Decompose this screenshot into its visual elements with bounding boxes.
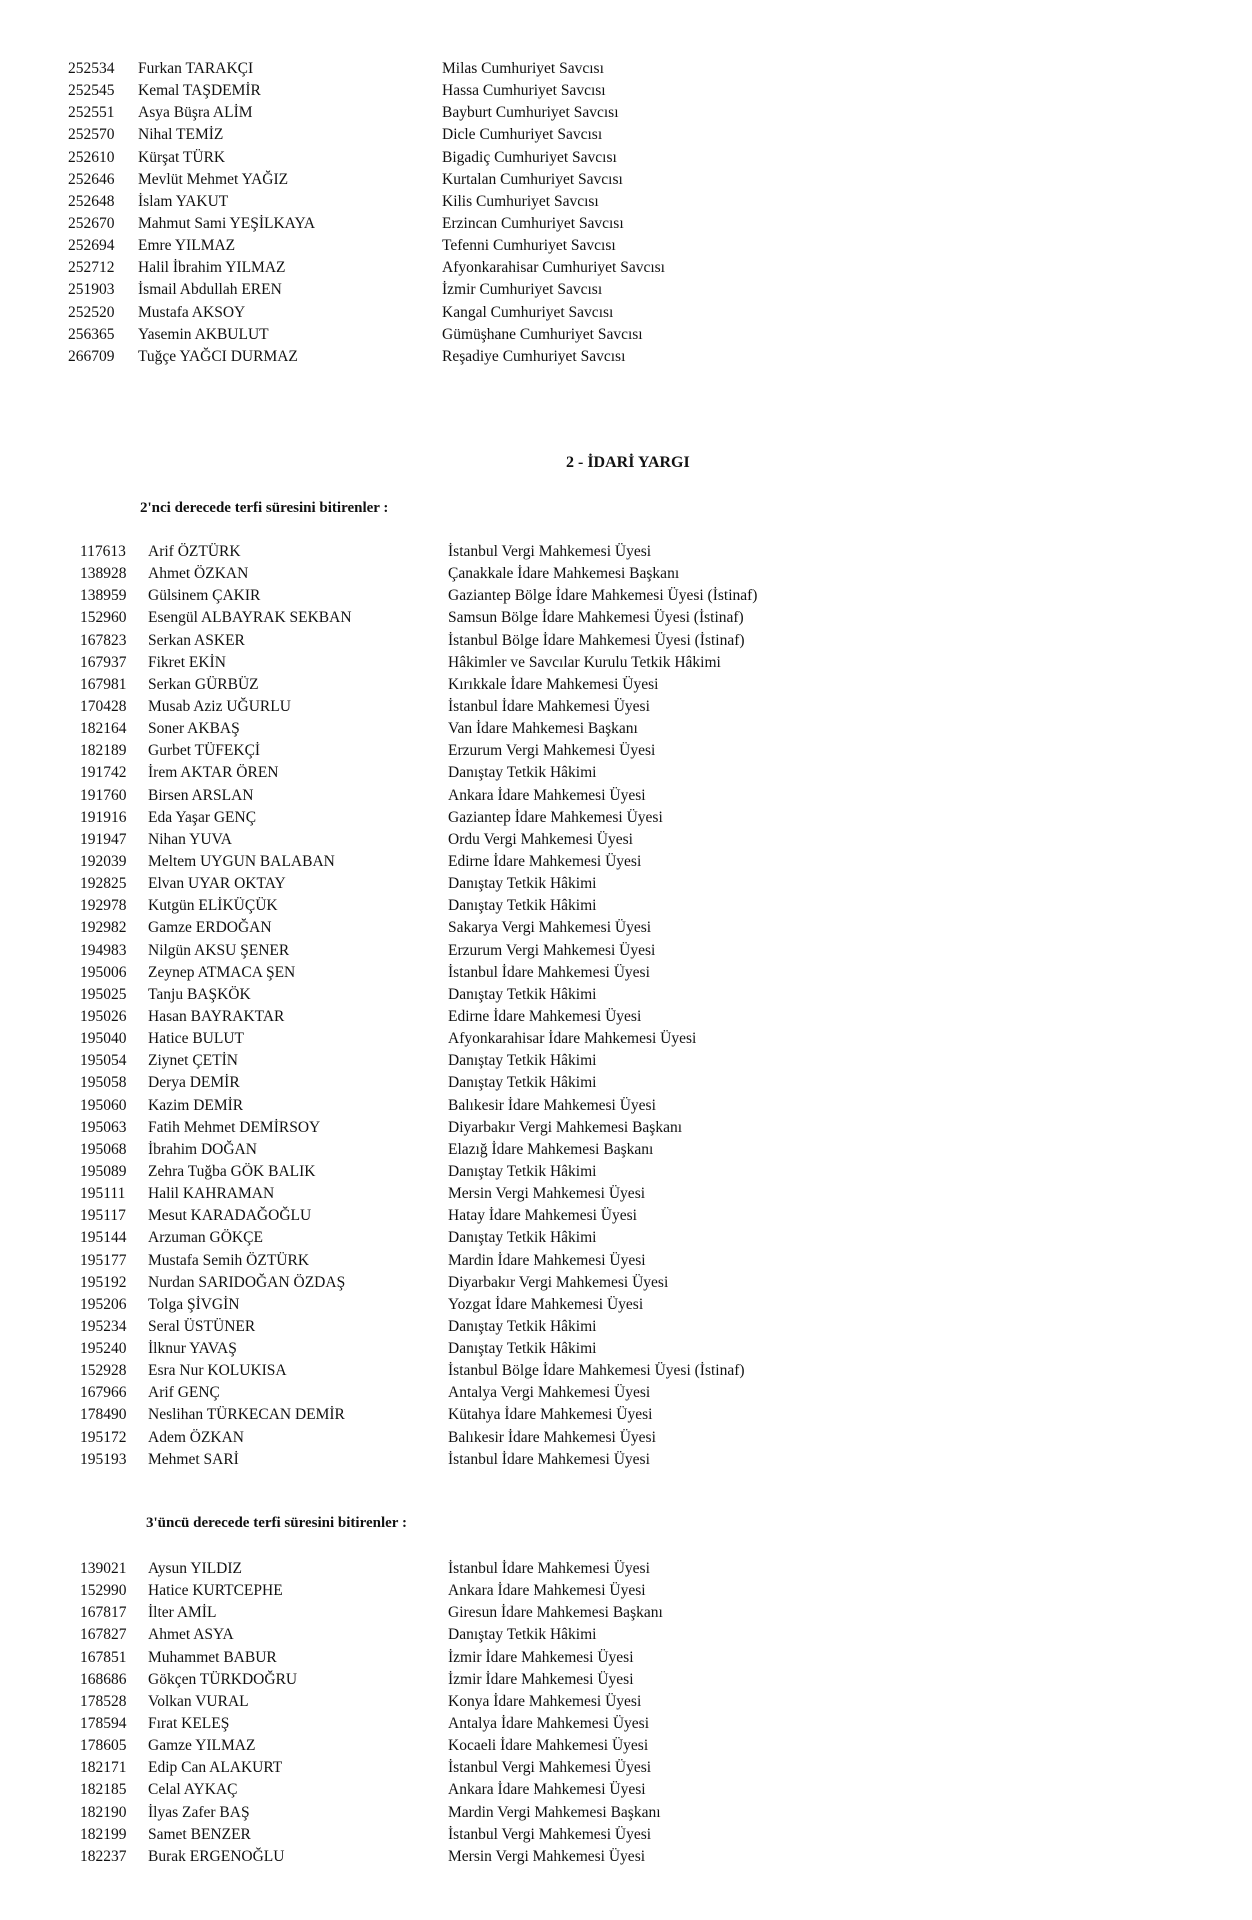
registry-number: 167827	[80, 1626, 127, 1644]
list-item	[0, 1072, 1252, 1094]
list-item	[0, 696, 1252, 718]
position-title: Ordu Vergi Mahkemesi Üyesi	[448, 830, 633, 848]
registry-number: 182199	[80, 1825, 127, 1843]
person-name: Nihal TEMİZ	[138, 126, 224, 144]
list-item	[0, 1272, 1252, 1294]
list-item	[0, 740, 1252, 762]
person-name: Volkan VURAL	[148, 1692, 249, 1710]
position-title: Hâkimler ve Savcılar Kurulu Tetkik Hâkimi	[448, 653, 721, 671]
registry-number: 251903	[68, 281, 115, 299]
registry-number: 178490	[80, 1406, 127, 1424]
list-item	[0, 1050, 1252, 1072]
position-title: Balıkesir İdare Mahkemesi Üyesi	[448, 1096, 656, 1114]
registry-number: 195026	[80, 1007, 127, 1025]
position-title: İstanbul İdare Mahkemesi Üyesi	[448, 1450, 650, 1468]
position-title: Danıştay Tetkik Hâkimi	[448, 1162, 597, 1180]
position-title: Sakarya Vergi Mahkemesi Üyesi	[448, 919, 652, 937]
registry-number: 182171	[80, 1759, 127, 1777]
person-name: Zehra Tuğba GÖK BALIK	[148, 1162, 316, 1180]
list-item	[0, 1735, 1252, 1757]
person-name: Adem ÖZKAN	[148, 1428, 244, 1446]
person-name: Gurbet TÜFEKÇİ	[148, 742, 261, 760]
registry-number: 252648	[68, 192, 115, 210]
registry-number: 252694	[68, 237, 115, 255]
position-title: İzmir Cumhuriyet Savcısı	[442, 281, 603, 299]
registry-number: 195144	[80, 1229, 127, 1247]
registry-number: 252712	[68, 259, 115, 277]
position-title: Danıştay Tetkik Hâkimi	[448, 1052, 597, 1070]
list-item	[0, 1580, 1252, 1602]
list-item	[0, 652, 1252, 674]
person-name: Mustafa Semih ÖZTÜRK	[148, 1251, 310, 1269]
position-title: Van İdare Mahkemesi Başkanı	[448, 720, 638, 738]
position-title: Edirne İdare Mahkemesi Üyesi	[448, 1007, 642, 1025]
list-item	[0, 279, 1252, 301]
person-name: Serkan ASKER	[148, 631, 245, 649]
registry-number: 192978	[80, 897, 127, 915]
person-name: Gülsinem ÇAKIR	[148, 587, 261, 605]
person-name: Mesut KARADAĞOĞLU	[148, 1207, 312, 1225]
position-title: Kırıkkale İdare Mahkemesi Üyesi	[448, 675, 659, 693]
person-name: Ahmet ÖZKAN	[148, 565, 249, 583]
list-item	[0, 1006, 1252, 1028]
position-title: Mardin Vergi Mahkemesi Başkanı	[448, 1803, 661, 1821]
registry-number: 191760	[80, 786, 127, 804]
person-name: Samet BENZER	[148, 1825, 251, 1843]
position-title: İzmir İdare Mahkemesi Üyesi	[448, 1670, 634, 1688]
list-item	[0, 1779, 1252, 1801]
registry-number: 195025	[80, 985, 127, 1003]
registry-number: 170428	[80, 697, 127, 715]
person-name: Nihan YUVA	[148, 830, 232, 848]
prosecutor-list	[0, 58, 1252, 368]
position-title: Danıştay Tetkik Hâkimi	[448, 1317, 597, 1335]
person-name: Edip Can ALAKURT	[148, 1759, 283, 1777]
registry-number: 167966	[80, 1384, 127, 1402]
position-title: Danıştay Tetkik Hâkimi	[448, 1229, 597, 1247]
list-item	[0, 1250, 1252, 1272]
list-item	[0, 58, 1252, 80]
position-title: Ankara İdare Mahkemesi Üyesi	[448, 786, 646, 804]
person-name: Halil KAHRAMAN	[148, 1185, 275, 1203]
position-title: Kütahya İdare Mahkemesi Üyesi	[448, 1406, 653, 1424]
person-name: Mevlüt Mehmet YAĞIZ	[138, 170, 289, 188]
person-name: Fikret EKİN	[148, 653, 226, 671]
list-item	[0, 1294, 1252, 1316]
person-name: İlter AMİL	[148, 1604, 217, 1622]
registry-number: 195006	[80, 963, 127, 981]
registry-number: 195058	[80, 1074, 127, 1092]
list-item	[0, 630, 1252, 652]
registry-number: 195054	[80, 1052, 127, 1070]
person-name: Birsen ARSLAN	[148, 786, 254, 804]
list-item	[0, 302, 1252, 324]
position-title: İstanbul Vergi Mahkemesi Üyesi	[448, 1825, 652, 1843]
registry-number: 194983	[80, 941, 127, 959]
registry-number: 195063	[80, 1118, 127, 1136]
person-name: Kazim DEMİR	[148, 1096, 244, 1114]
list-item	[0, 1647, 1252, 1669]
list-item	[0, 851, 1252, 873]
person-name: Fatih Mehmet DEMİRSOY	[148, 1118, 321, 1136]
position-title: Erzurum Vergi Mahkemesi Üyesi	[448, 941, 656, 959]
person-name: İlknur YAVAŞ	[148, 1340, 237, 1358]
position-title: İstanbul Bölge İdare Mahkemesi Üyesi (İstinaf)	[448, 631, 745, 649]
person-name: Burak ERGENOĞLU	[148, 1847, 285, 1865]
list-item	[0, 1602, 1252, 1624]
list-item	[0, 1161, 1252, 1183]
position-title: Giresun İdare Mahkemesi Başkanı	[448, 1604, 663, 1622]
list-item	[0, 1382, 1252, 1404]
person-name: Seral ÜSTÜNER	[148, 1317, 256, 1335]
section-title: 2 - İDARİ YARGI	[566, 454, 690, 471]
registry-number: 167981	[80, 675, 127, 693]
person-name: Tanju BAŞKÖK	[148, 985, 251, 1003]
person-name: Celal AYKAÇ	[148, 1781, 238, 1799]
registry-number: 195068	[80, 1140, 127, 1158]
list-item	[0, 762, 1252, 784]
list-item	[0, 124, 1252, 146]
registry-number: 252551	[68, 104, 115, 122]
list-item	[0, 1227, 1252, 1249]
person-name: Tuğçe YAĞCI DURMAZ	[138, 347, 298, 365]
person-name: Nurdan SARIDOĞAN ÖZDAŞ	[148, 1273, 346, 1291]
person-name: Ziynet ÇETİN	[148, 1052, 238, 1070]
position-title: Antalya İdare Mahkemesi Üyesi	[448, 1714, 650, 1732]
position-title: Erzincan Cumhuriyet Savcısı	[442, 214, 624, 232]
list-item	[0, 1205, 1252, 1227]
list-item	[0, 785, 1252, 807]
list-item	[0, 585, 1252, 607]
registry-number: 195192	[80, 1273, 127, 1291]
list-item	[0, 147, 1252, 169]
list-item	[0, 1183, 1252, 1205]
person-name: Meltem UYGUN BALABAN	[148, 852, 335, 870]
position-title: İstanbul Bölge İdare Mahkemesi Üyesi (İstinaf)	[448, 1362, 745, 1380]
list-item	[0, 324, 1252, 346]
position-title: Danıştay Tetkik Hâkimi	[448, 1074, 597, 1092]
position-title: Samsun Bölge İdare Mahkemesi Üyesi (İstinaf)	[448, 609, 744, 627]
position-title: Danıştay Tetkik Hâkimi	[448, 764, 597, 782]
registry-number: 192982	[80, 919, 127, 937]
list-item	[0, 1095, 1252, 1117]
registry-number: 152990	[80, 1582, 127, 1600]
registry-number: 191947	[80, 830, 127, 848]
list-item	[0, 1691, 1252, 1713]
list-item	[0, 1757, 1252, 1779]
list-item	[0, 1669, 1252, 1691]
position-title: Erzurum Vergi Mahkemesi Üyesi	[448, 742, 656, 760]
registry-number: 195117	[80, 1207, 126, 1225]
person-name: Gökçen TÜRKDOĞRU	[148, 1670, 298, 1688]
registry-number: 152960	[80, 609, 127, 627]
person-name: Emre YILMAZ	[138, 237, 236, 255]
registry-number: 192039	[80, 852, 127, 870]
list-item	[0, 962, 1252, 984]
person-name: Mahmut Sami YEŞİLKAYA	[138, 214, 316, 232]
person-name: Hatice BULUT	[148, 1030, 244, 1048]
registry-number: 182190	[80, 1803, 127, 1821]
registry-number: 167937	[80, 653, 127, 671]
position-title: Danıştay Tetkik Hâkimi	[448, 897, 597, 915]
position-title: Balıkesir İdare Mahkemesi Üyesi	[448, 1428, 656, 1446]
position-title: Kangal Cumhuriyet Savcısı	[442, 303, 614, 321]
list-item	[0, 1713, 1252, 1735]
list-item	[0, 718, 1252, 740]
position-title: Ankara İdare Mahkemesi Üyesi	[448, 1582, 646, 1600]
registry-number: 178605	[80, 1737, 127, 1755]
person-name: Furkan TARAKÇI	[138, 60, 254, 77]
list-item	[0, 1624, 1252, 1646]
position-title: Tefenni Cumhuriyet Savcısı	[442, 237, 616, 255]
registry-number: 195089	[80, 1162, 127, 1180]
registry-number: 182237	[80, 1847, 127, 1865]
registry-number: 138959	[80, 587, 127, 605]
registry-number: 138928	[80, 565, 127, 583]
registry-number: 167817	[80, 1604, 127, 1622]
person-name: Elvan UYAR OKTAY	[148, 875, 286, 893]
registry-number: 182189	[80, 742, 127, 760]
position-title: Kocaeli İdare Mahkemesi Üyesi	[448, 1737, 649, 1755]
position-title: Afyonkarahisar Cumhuriyet Savcısı	[442, 259, 665, 277]
list-item	[0, 917, 1252, 939]
person-name: Hasan BAYRAKTAR	[148, 1007, 285, 1025]
position-title: Kurtalan Cumhuriyet Savcısı	[442, 170, 623, 188]
person-name: Arif GENÇ	[148, 1384, 220, 1402]
registry-number: 195240	[80, 1340, 127, 1358]
position-title: Konya İdare Mahkemesi Üyesi	[448, 1692, 642, 1710]
list-item	[0, 1824, 1252, 1846]
registry-number: 266709	[68, 347, 115, 365]
position-title: Mersin Vergi Mahkemesi Üyesi	[448, 1847, 646, 1865]
list-item	[0, 873, 1252, 895]
position-title: Danıştay Tetkik Hâkimi	[448, 875, 597, 893]
registry-number: 195172	[80, 1428, 127, 1446]
registry-number: 139021	[80, 1560, 127, 1577]
position-title: Afyonkarahisar İdare Mahkemesi Üyesi	[448, 1030, 697, 1048]
person-name: İslam YAKUT	[138, 192, 229, 210]
list-item	[0, 984, 1252, 1006]
position-title: Edirne İdare Mahkemesi Üyesi	[448, 852, 642, 870]
position-title: Hatay İdare Mahkemesi Üyesi	[448, 1207, 637, 1225]
position-title: Hassa Cumhuriyet Savcısı	[442, 82, 606, 100]
registry-number: 252545	[68, 82, 115, 100]
registry-number: 256365	[68, 325, 115, 343]
person-name: Muhammet BABUR	[148, 1648, 277, 1666]
list-item	[0, 1846, 1252, 1868]
list-item	[0, 1117, 1252, 1139]
registry-number: 195234	[80, 1317, 127, 1335]
position-title: Mersin Vergi Mahkemesi Üyesi	[448, 1185, 646, 1203]
list-item	[0, 563, 1252, 585]
list-item	[0, 607, 1252, 629]
position-title: İstanbul İdare Mahkemesi Üyesi	[448, 697, 650, 715]
registry-number: 252520	[68, 303, 115, 321]
list-item	[0, 1360, 1252, 1382]
list-item	[0, 1139, 1252, 1161]
position-title: Gaziantep Bölge İdare Mahkemesi Üyesi (İstinaf)	[448, 587, 758, 605]
list-item	[0, 541, 1252, 563]
position-title: Çanakkale İdare Mahkemesi Başkanı	[448, 565, 680, 583]
registry-number: 195206	[80, 1295, 127, 1313]
person-name: Asya Büşra ALİM	[138, 104, 253, 122]
list-item	[0, 1802, 1252, 1824]
registry-number: 191742	[80, 764, 127, 782]
list-item	[0, 829, 1252, 851]
person-name: Mustafa AKSOY	[138, 303, 246, 321]
list-item	[0, 1404, 1252, 1426]
list-item	[0, 1558, 1252, 1580]
person-name: Soner AKBAŞ	[148, 720, 240, 738]
list-item	[0, 1338, 1252, 1360]
registry-number: 252646	[68, 170, 115, 188]
person-name: Mehmet SARİ	[148, 1450, 239, 1468]
person-name: Esra Nur KOLUKISA	[148, 1362, 287, 1380]
position-title: Gaziantep İdare Mahkemesi Üyesi	[448, 808, 663, 826]
position-title: Reşadiye Cumhuriyet Savcısı	[442, 347, 626, 365]
person-name: Fırat KELEŞ	[148, 1714, 230, 1732]
registry-number: 178594	[80, 1714, 127, 1732]
person-name: Derya DEMİR	[148, 1074, 240, 1092]
person-name: Gamze YILMAZ	[148, 1737, 256, 1755]
registry-number: 195111	[80, 1185, 126, 1203]
person-name: Zeynep ATMACA ŞEN	[148, 963, 296, 981]
position-title: Diyarbakır Vergi Mahkemesi Başkanı	[448, 1118, 683, 1136]
person-name: Nilgün AKSU ŞENER	[148, 941, 290, 959]
person-name: Arzuman GÖKÇE	[148, 1229, 263, 1247]
registry-number: 182185	[80, 1781, 127, 1799]
registry-number: 182164	[80, 720, 127, 738]
registry-number: 252534	[68, 60, 115, 77]
list-item	[0, 346, 1252, 368]
person-name: Musab Aziz UĞURLU	[148, 697, 291, 715]
list-item	[0, 1316, 1252, 1338]
person-name: Yasemin AKBULUT	[138, 325, 269, 343]
person-name: Esengül ALBAYRAK SEKBAN	[148, 609, 352, 627]
registry-number: 252610	[68, 148, 115, 166]
person-name: Ahmet ASYA	[148, 1626, 234, 1644]
position-title: Gümüşhane Cumhuriyet Savcısı	[442, 325, 643, 343]
position-title: Mardin İdare Mahkemesi Üyesi	[448, 1251, 646, 1269]
list-item	[0, 213, 1252, 235]
position-title: Kilis Cumhuriyet Savcısı	[442, 192, 599, 210]
person-name: Kürşat TÜRK	[138, 148, 226, 166]
person-name: Tolga ŞİVGİN	[148, 1295, 240, 1313]
list-item	[0, 1427, 1252, 1449]
heading-3rd-degree: 3'üncü derecede terfi süresini bitirenler :	[146, 1515, 407, 1531]
person-name: İrem AKTAR ÖREN	[148, 764, 279, 782]
position-title: Danıştay Tetkik Hâkimi	[448, 1340, 597, 1358]
person-name: Serkan GÜRBÜZ	[148, 675, 259, 693]
person-name: Aysun YILDIZ	[148, 1560, 242, 1577]
person-name: Kutgün ELİKÜÇÜK	[148, 897, 278, 915]
registry-number: 152928	[80, 1362, 127, 1380]
position-title: Antalya Vergi Mahkemesi Üyesi	[448, 1384, 651, 1402]
list-item	[0, 191, 1252, 213]
registry-number: 195060	[80, 1096, 127, 1114]
position-title: Yozgat İdare Mahkemesi Üyesi	[448, 1295, 644, 1313]
person-name: Hatice KURTCEPHE	[148, 1582, 283, 1600]
person-name: Neslihan TÜRKECAN DEMİR	[148, 1406, 345, 1424]
position-title: Danıştay Tetkik Hâkimi	[448, 1626, 597, 1644]
person-name: İsmail Abdullah EREN	[138, 281, 282, 299]
registry-number: 192825	[80, 875, 127, 893]
list-item	[0, 102, 1252, 124]
list-item	[0, 1449, 1252, 1471]
position-title: Diyarbakır Vergi Mahkemesi Üyesi	[448, 1273, 669, 1291]
person-name: Gamze ERDOĞAN	[148, 919, 272, 937]
position-title: İstanbul İdare Mahkemesi Üyesi	[448, 963, 650, 981]
list-item	[0, 1028, 1252, 1050]
position-title: İzmir İdare Mahkemesi Üyesi	[448, 1648, 634, 1666]
list-item	[0, 235, 1252, 257]
list-item	[0, 169, 1252, 191]
registry-number: 195193	[80, 1450, 127, 1468]
person-name: İbrahim DOĞAN	[148, 1140, 257, 1158]
registry-number: 167823	[80, 631, 127, 649]
second-degree-list	[0, 541, 1252, 1471]
registry-number: 117613	[80, 543, 126, 560]
position-title: Bayburt Cumhuriyet Savcısı	[442, 104, 619, 122]
position-title: İstanbul Vergi Mahkemesi Üyesi	[448, 1759, 652, 1777]
position-title: Milas Cumhuriyet Savcısı	[442, 60, 604, 77]
list-item	[0, 940, 1252, 962]
registry-number: 252670	[68, 214, 115, 232]
person-name: Kemal TAŞDEMİR	[138, 82, 261, 100]
registry-number: 195040	[80, 1030, 127, 1048]
registry-number: 168686	[80, 1670, 127, 1688]
position-title: Dicle Cumhuriyet Savcısı	[442, 126, 603, 144]
third-degree-list	[0, 1558, 1252, 1868]
person-name: Eda Yaşar GENÇ	[148, 808, 257, 826]
registry-number: 178528	[80, 1692, 127, 1710]
position-title: Elazığ İdare Mahkemesi Başkanı	[448, 1140, 654, 1158]
position-title: İstanbul İdare Mahkemesi Üyesi	[448, 1560, 650, 1577]
position-title: Danıştay Tetkik Hâkimi	[448, 985, 597, 1003]
registry-number: 191916	[80, 808, 127, 826]
list-item	[0, 807, 1252, 829]
position-title: İstanbul Vergi Mahkemesi Üyesi	[448, 543, 652, 560]
person-name: İlyas Zafer BAŞ	[148, 1803, 250, 1821]
heading-2nd-degree: 2'nci derecede terfi süresini bitirenler :	[140, 500, 389, 516]
registry-number: 195177	[80, 1251, 127, 1269]
list-item	[0, 80, 1252, 102]
position-title: Bigadiç Cumhuriyet Savcısı	[442, 148, 617, 166]
person-name: Halil İbrahim YILMAZ	[138, 259, 286, 277]
list-item	[0, 257, 1252, 279]
list-item	[0, 895, 1252, 917]
list-item	[0, 674, 1252, 696]
position-title: Ankara İdare Mahkemesi Üyesi	[448, 1781, 646, 1799]
person-name: Arif ÖZTÜRK	[148, 543, 241, 560]
registry-number: 167851	[80, 1648, 127, 1666]
registry-number: 252570	[68, 126, 115, 144]
